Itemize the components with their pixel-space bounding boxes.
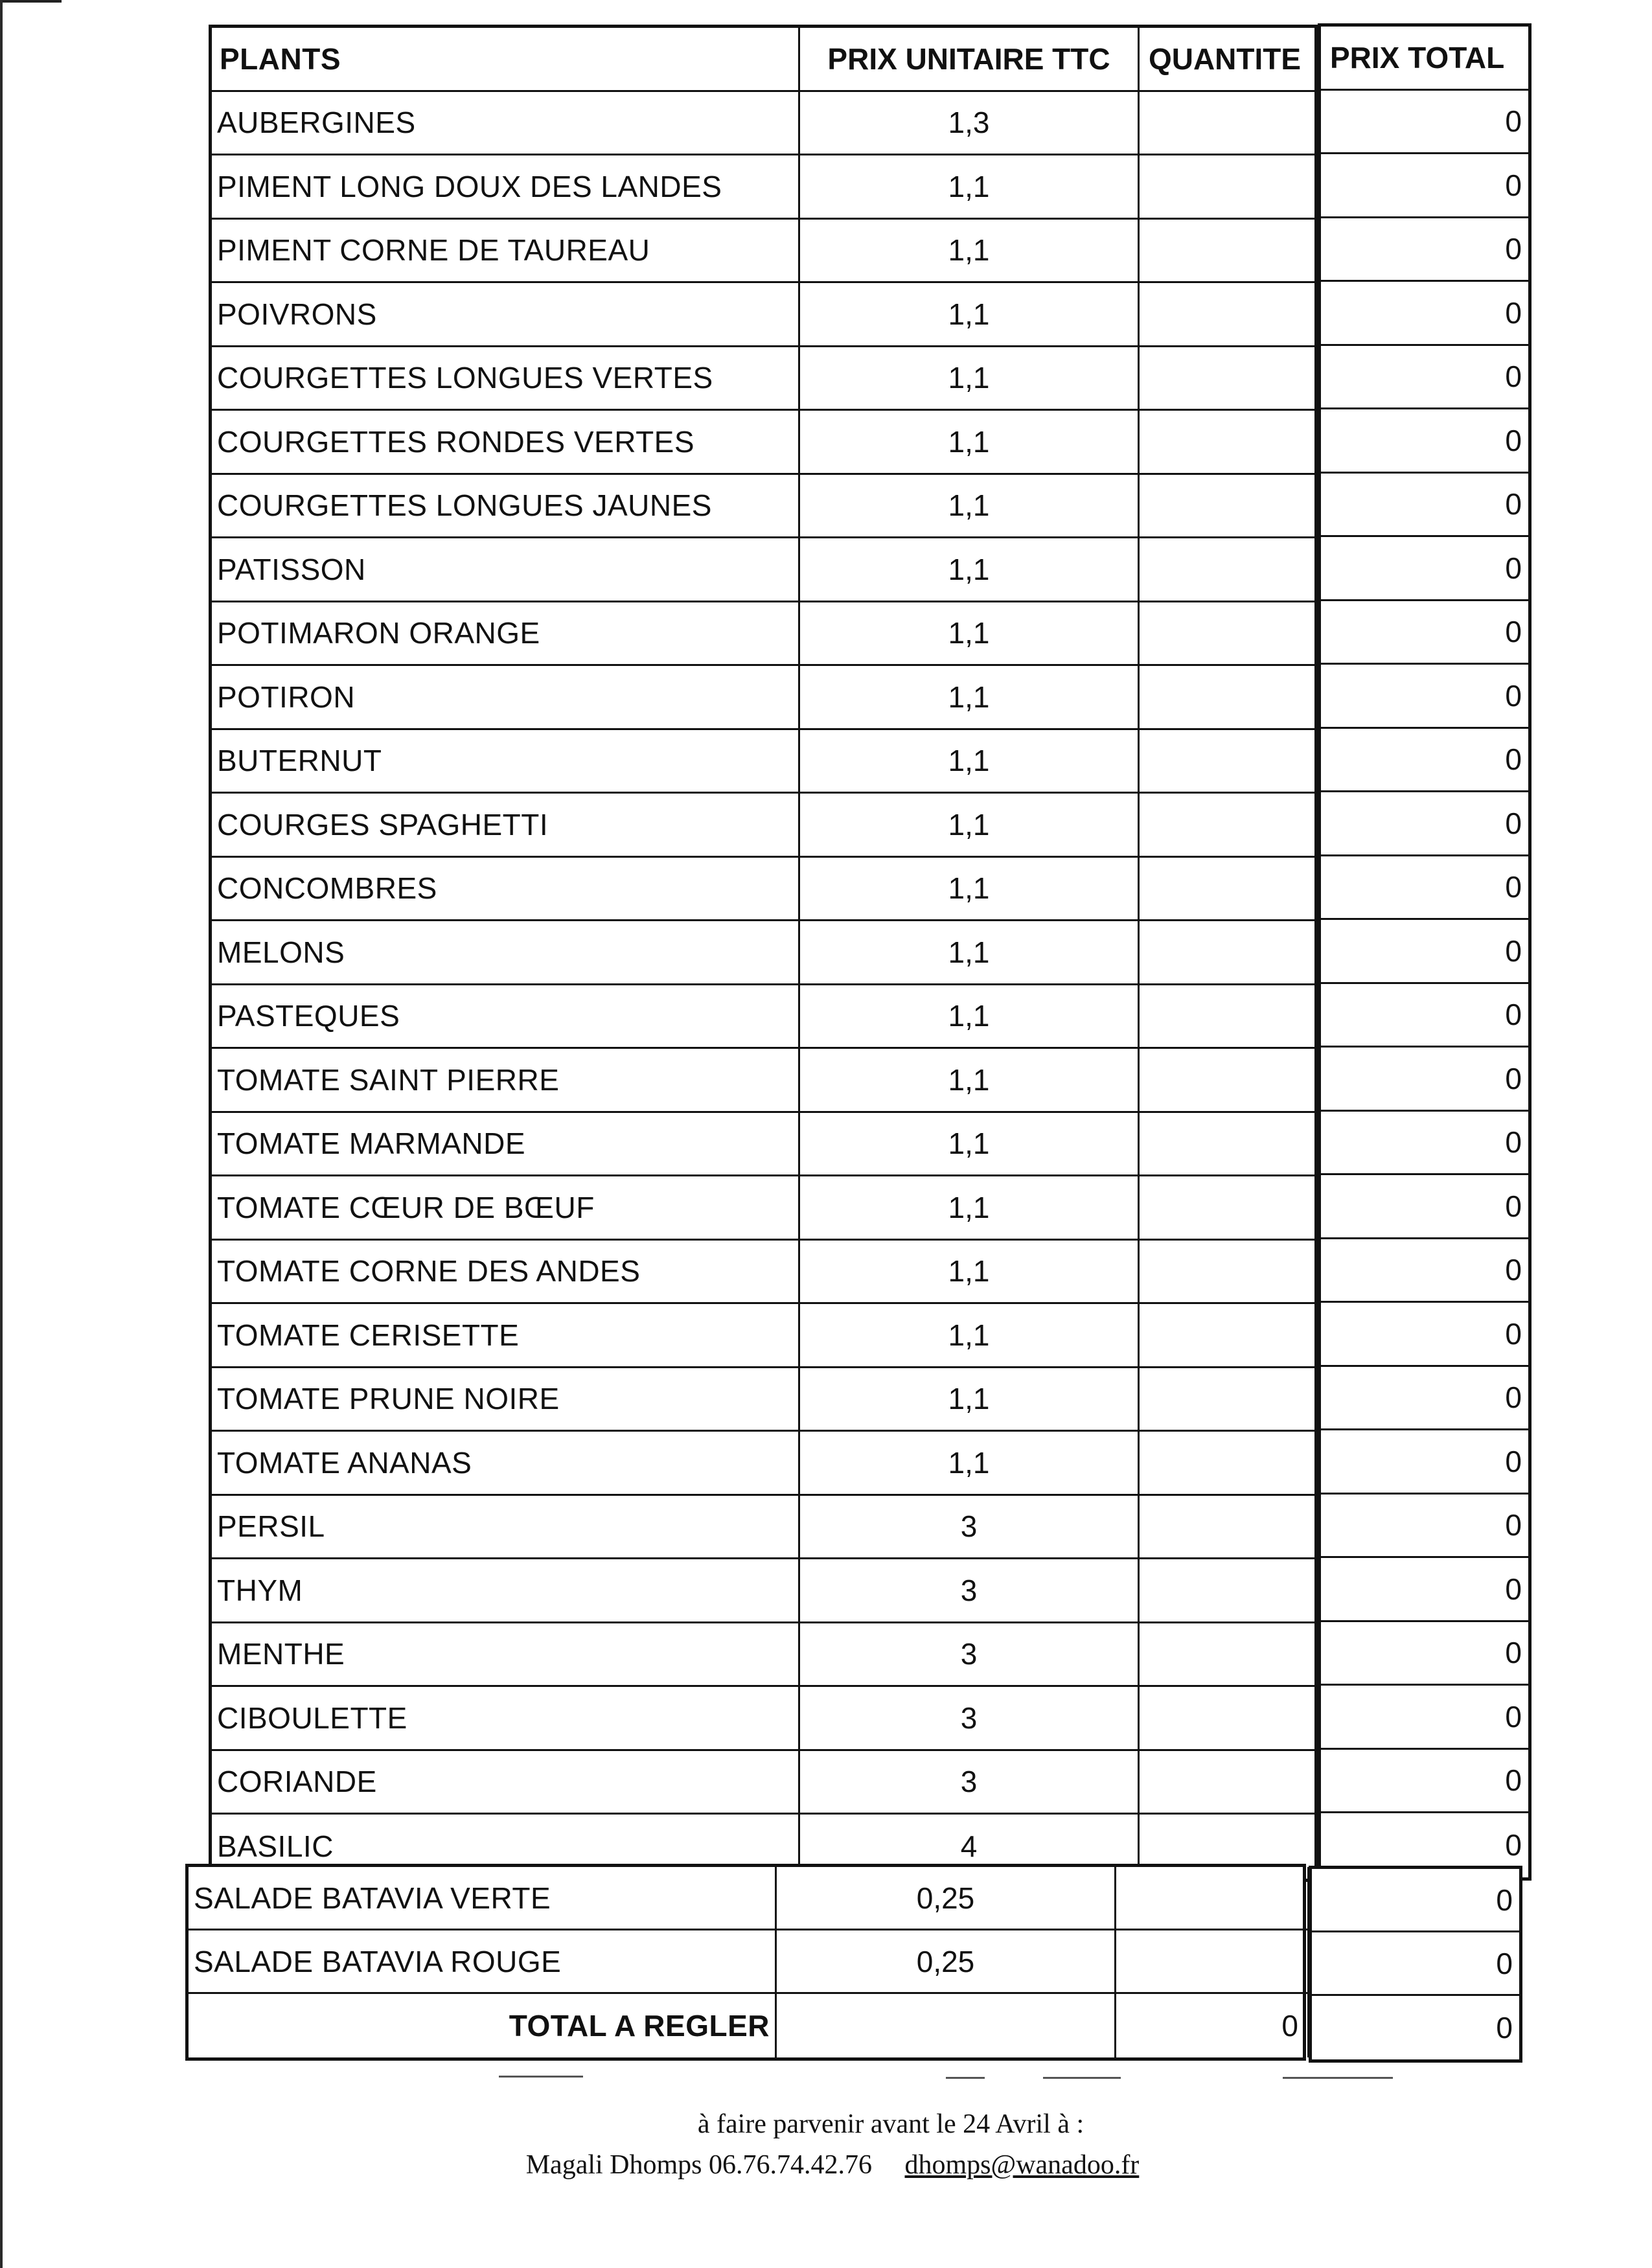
- quantity-input[interactable]: [1140, 411, 1321, 475]
- unit-price: 1,1: [800, 220, 1140, 284]
- scan-dash: [499, 2076, 583, 2078]
- plant-name: COURGES SPAGHETTI: [212, 794, 800, 858]
- plant-name: TOMATE CERISETTE: [212, 1304, 800, 1368]
- unit-price: 1,1: [800, 666, 1140, 730]
- unit-price: 1,1: [800, 602, 1140, 667]
- scan-dash: [946, 2077, 985, 2079]
- line-total: 0: [1321, 792, 1528, 856]
- quantity-input[interactable]: [1140, 666, 1321, 730]
- footer-contact-line: [0, 2149, 1652, 2181]
- unit-price: 1,1: [800, 347, 1140, 411]
- header-total-price: PRIX TOTAL: [1321, 27, 1528, 91]
- plant-name: CONCOMBRES: [212, 858, 800, 922]
- plant-name: TOMATE ANANAS: [212, 1432, 800, 1496]
- line-total: 0: [1321, 1430, 1528, 1495]
- quantity-input[interactable]: [1140, 155, 1321, 220]
- salad-total-price-column: [1309, 1866, 1522, 2063]
- plant-name: SALADE BATAVIA VERTE: [189, 1867, 777, 1930]
- line-total: 0: [1321, 1750, 1528, 1814]
- quantity-input[interactable]: [1140, 1559, 1321, 1623]
- plant-name: MELONS: [212, 921, 800, 985]
- quantity-input[interactable]: [1140, 794, 1321, 858]
- plant-name: CORIANDE: [212, 1751, 800, 1815]
- quantity-input[interactable]: [1140, 1176, 1321, 1241]
- plant-name: BUTERNUT: [212, 730, 800, 794]
- line-total: 0: [1321, 1686, 1528, 1750]
- line-total: 0: [1321, 537, 1528, 601]
- quantity-input[interactable]: [1140, 985, 1321, 1049]
- line-total: 0: [1321, 346, 1528, 410]
- unit-price: 1,1: [800, 411, 1140, 475]
- contact-email-link[interactable]: dhomps@wanadoo.fr: [904, 2150, 1140, 2180]
- quantity-input[interactable]: [1140, 1113, 1321, 1177]
- line-total: 0: [1505, 1828, 1522, 1862]
- plant-name: TOMATE CŒUR DE BŒUF: [212, 1176, 800, 1241]
- unit-price: 4: [800, 1815, 1140, 1879]
- plant-name: THYM: [212, 1559, 800, 1623]
- quantity-input[interactable]: [1140, 1304, 1321, 1368]
- plant-name: COURGETTES RONDES VERTES: [212, 411, 800, 475]
- quantity-input[interactable]: [1116, 1930, 1309, 1994]
- quantity-input[interactable]: [1140, 1241, 1321, 1305]
- plant-name: TOMATE CORNE DES ANDES: [212, 1241, 800, 1305]
- line-total: 0: [1321, 1495, 1528, 1559]
- line-total: 0: [1321, 409, 1528, 474]
- total-quantity: 0: [1116, 1994, 1309, 2057]
- unit-price: 1,1: [800, 985, 1140, 1049]
- total-price-column: [1318, 23, 1532, 1881]
- plant-name: SALADE BATAVIA ROUGE: [189, 1930, 777, 1994]
- line-total: 0: [1321, 91, 1528, 155]
- line-total: 0: [1312, 1869, 1519, 1932]
- unit-price: 1,1: [800, 1113, 1140, 1177]
- header-unit-price: PRIX UNITAIRE TTC: [800, 28, 1140, 92]
- plant-name: MENTHE: [212, 1623, 800, 1688]
- plant-name: CIBOULETTE: [212, 1687, 800, 1751]
- total-price-empty: [777, 1994, 1116, 2057]
- scan-dash: [1283, 2077, 1393, 2079]
- plant-name: TOMATE MARMANDE: [212, 1113, 800, 1177]
- quantity-input[interactable]: [1140, 1368, 1321, 1432]
- unit-price: 1,3: [800, 92, 1140, 156]
- quantity-input[interactable]: [1140, 283, 1321, 347]
- unit-price: 1,1: [800, 858, 1140, 922]
- unit-price: 1,1: [800, 1241, 1140, 1305]
- line-total: 0: [1321, 729, 1528, 793]
- quantity-input[interactable]: [1140, 602, 1321, 667]
- quantity-input[interactable]: [1140, 730, 1321, 794]
- header-quantity: QUANTITE: [1140, 28, 1321, 92]
- line-total: 0: [1321, 665, 1528, 729]
- line-total: 0: [1321, 1048, 1528, 1112]
- scan-corner-mark: [0, 0, 62, 3]
- unit-price: 0,25: [777, 1930, 1116, 1994]
- unit-price: 1,1: [800, 921, 1140, 985]
- quantity-input[interactable]: [1140, 92, 1321, 156]
- unit-price: 1,1: [800, 1304, 1140, 1368]
- plant-name: POTIRON: [212, 666, 800, 730]
- line-total: 0: [1321, 1558, 1528, 1622]
- unit-price: 3: [800, 1559, 1140, 1623]
- salad-table: [185, 1864, 1306, 2061]
- line-total: 0: [1321, 218, 1528, 282]
- line-total: 0: [1321, 154, 1528, 218]
- quantity-input[interactable]: [1140, 858, 1321, 922]
- line-total: 0: [1312, 1932, 1519, 1996]
- line-total: 0: [1321, 1112, 1528, 1176]
- line-total: 0: [1321, 474, 1528, 538]
- plant-name: TOMATE SAINT PIERRE: [212, 1049, 800, 1113]
- quantity-input[interactable]: [1140, 1623, 1321, 1688]
- quantity-input[interactable]: [1140, 475, 1321, 539]
- line-total: 0: [1321, 1367, 1528, 1431]
- plant-name: PIMENT LONG DOUX DES LANDES: [212, 155, 800, 220]
- unit-price: 1,1: [800, 794, 1140, 858]
- line-total: 0: [1321, 920, 1528, 984]
- plant-name: COURGETTES LONGUES VERTES: [212, 347, 800, 411]
- plant-name: PATISSON: [212, 538, 800, 602]
- unit-price: 3: [800, 1751, 1140, 1815]
- quantity-input[interactable]: [1140, 1496, 1321, 1560]
- unit-price: 1,1: [800, 475, 1140, 539]
- quantity-input[interactable]: [1116, 1867, 1309, 1930]
- unit-price: 1,1: [800, 1176, 1140, 1241]
- plant-name: COURGETTES LONGUES JAUNES: [212, 475, 800, 539]
- plant-name: PASTEQUES: [212, 985, 800, 1049]
- line-total: 0: [1321, 1239, 1528, 1303]
- unit-price: 3: [800, 1687, 1140, 1751]
- order-table: [209, 25, 1318, 1882]
- unit-price: 1,1: [800, 730, 1140, 794]
- grand-total: 0: [1496, 2011, 1513, 2045]
- plant-name: PERSIL: [212, 1496, 800, 1560]
- plant-name: BASILIC: [212, 1815, 800, 1879]
- plant-name: PIMENT CORNE DE TAUREAU: [212, 220, 800, 284]
- unit-price: 1,1: [800, 283, 1140, 347]
- line-total: 0: [1321, 1622, 1528, 1686]
- plant-name: TOMATE PRUNE NOIRE: [212, 1368, 800, 1432]
- quantity-input[interactable]: [1140, 1751, 1321, 1815]
- quantity-input[interactable]: [1140, 1049, 1321, 1113]
- total-to-pay-label: TOTAL A REGLER: [189, 1994, 777, 2057]
- scan-dash: [1043, 2077, 1121, 2079]
- unit-price: 1,1: [800, 1049, 1140, 1113]
- plant-name: AUBERGINES: [212, 92, 800, 156]
- unit-price: 1,1: [800, 155, 1140, 220]
- line-total: 0: [1321, 1175, 1528, 1239]
- unit-price: 3: [800, 1623, 1140, 1688]
- unit-price: 1,1: [800, 1368, 1140, 1432]
- unit-price: 3: [800, 1496, 1140, 1560]
- line-total: 0: [1321, 282, 1528, 346]
- quantity-input[interactable]: [1140, 347, 1321, 411]
- quantity-input[interactable]: [1140, 1687, 1321, 1751]
- quantity-input[interactable]: [1140, 1432, 1321, 1496]
- unit-price: 1,1: [800, 1432, 1140, 1496]
- line-total: 0: [1321, 856, 1528, 921]
- plant-name: POIVRONS: [212, 283, 800, 347]
- unit-price: 1,1: [800, 538, 1140, 602]
- plant-name: POTIMARON ORANGE: [212, 602, 800, 667]
- quantity-input[interactable]: [1140, 220, 1321, 284]
- contact-name-phone: Magali Dhomps 06.76.74.42.76: [525, 2150, 873, 2180]
- unit-price: 0,25: [777, 1867, 1116, 1930]
- line-total: 0: [1321, 984, 1528, 1048]
- line-total: 0: [1321, 601, 1528, 665]
- quantity-input[interactable]: [1140, 538, 1321, 602]
- footer-instructions: à faire parvenir avant le 24 Avril à :: [697, 2109, 1084, 2139]
- scan-left-edge: [0, 0, 3, 2268]
- header-plants: PLANTS: [212, 28, 800, 92]
- quantity-input[interactable]: [1140, 921, 1321, 985]
- line-total: 0: [1321, 1303, 1528, 1367]
